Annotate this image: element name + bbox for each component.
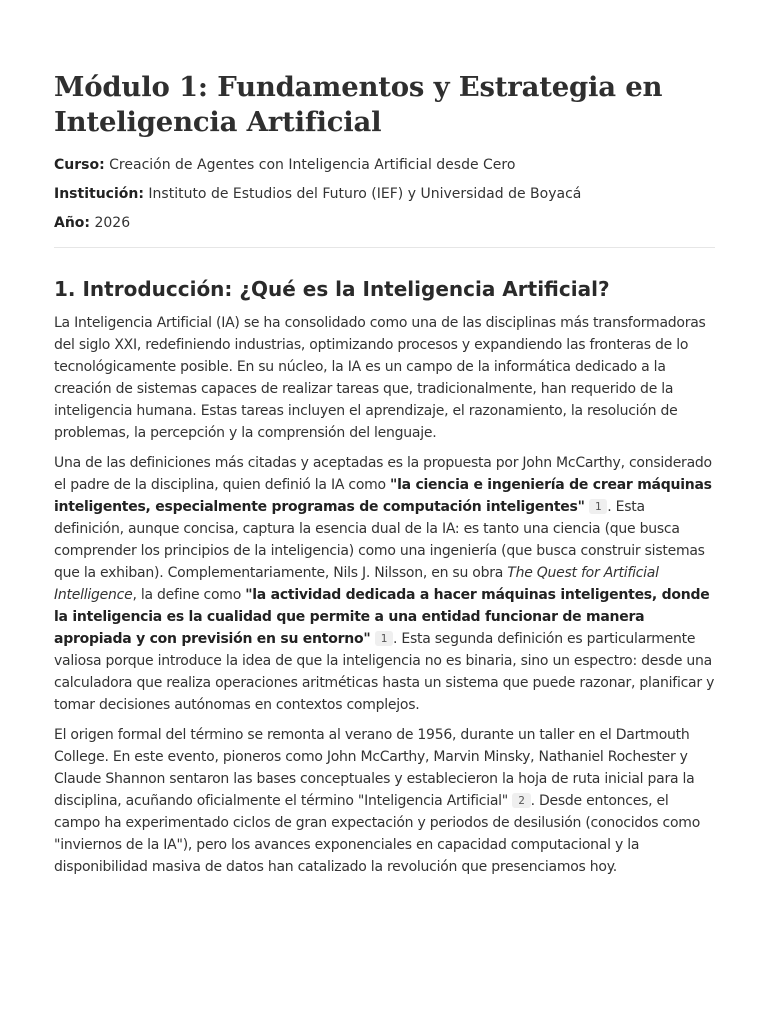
quote-nilsson: "la actividad dedicada a hacer máquinas inteligentes, donde la inteligencia es la cualidad que permite a una entidad funcionar de manera apropiada y con previsión en su entorno"	[54, 587, 710, 647]
meta-year-label: Año:	[54, 215, 91, 231]
paragraph-2	[54, 452, 716, 716]
paragraph-3	[54, 724, 716, 878]
meta-year	[54, 214, 714, 233]
meta-course-value: Creación de Agentes con Inteligencia Artificial desde Cero	[104, 157, 516, 173]
citation-badge[interactable]: 2	[512, 793, 530, 808]
paragraph-1: La Inteligencia Artificial (IA) se ha consolidado como una de las disciplinas más transformadoras del siglo XXI, redefiniendo industrias, optimizando procesos y expandiendo las fronteras de lo tecnológicamente posible. En su núcleo, la IA es un campo de la informática dedicado a la creación de sistemas capaces de realizar tareas que, tradicionalmente, han requerido de la inteligencia humana. Estas tareas incluyen el aprendizaje, el razonamiento, la resolución de problemas, la percepción y la comprensión del lenguaje.	[54, 315, 706, 441]
paragraph-3-text-1: El origen formal del término se remonta al verano de 1956, durante un taller en el Dartmouth College. En este evento, pioneros como John McCarthy, Marvin Minsky, Nathaniel Rochester y Claude Shannon sentaron las bases conceptuales y establecieron la hoja de ruta inicial para la disciplina, acuñando oficialmente el término "Inteligencia Artificial"	[54, 727, 695, 809]
paragraph-2-text-2: . Esta definición, aunque concisa, captura la esencia dual de la IA: es tanto una ciencia (que busca comprender los principios de la inteligencia) como una ingeniería (que busca construir sistemas que la exhiban). Complementariamente, Nils J. Nilsson, en su obra	[54, 499, 705, 581]
meta-course-label: Curso:	[54, 157, 105, 173]
quote-mccarthy: "la ciencia e ingeniería de crear máquinas inteligentes, especialmente programas de computación inteligentes"	[54, 477, 712, 515]
meta-year-value: 2026	[90, 215, 131, 231]
citation-badge[interactable]: 1	[375, 631, 393, 646]
divider	[54, 247, 715, 248]
book-title: The Quest for Artificial Intelligence	[54, 565, 659, 603]
meta-course	[54, 156, 714, 175]
paragraph-2-text-4: . Esta segunda definición es particularmente valiosa porque introduce la idea de que la inteligencia no es binaria, sino un espectro: desde una calculadora que realiza operaciones aritméticas hasta un sistema que puede razonar, planificar y tomar decisiones autónomas en contextos complejos.	[54, 631, 715, 713]
paragraph-2-text-1: Una de las definiciones más citadas y aceptadas es la propuesta por John McCarthy, considerado el padre de la disciplina, quien definió la IA como	[54, 455, 712, 493]
meta-institution-label: Institución:	[54, 186, 144, 202]
meta-institution	[54, 185, 714, 204]
section-heading: 1. Introducción: ¿Qué es la Inteligencia Artificial?	[54, 277, 610, 301]
paragraph-2-text-3: , la define como	[132, 587, 246, 603]
citation-badge[interactable]: 1	[589, 499, 607, 514]
paragraph-3-text-2: . Desde entonces, el campo ha experimentado ciclos de gran expectación y periodos de desilusión (conocidos como "inviernos de la IA"), pero los avances exponenciales en capacidad computacional y la disponibilidad masiva de datos han catalizado la revolución que presenciamos hoy.	[54, 793, 701, 875]
meta-institution-value: Instituto de Estudios del Futuro (IEF) y Universidad de Boyacá	[143, 186, 582, 202]
page-title: Módulo 1: Fundamentos y Estrategia en Inteligencia Artificial	[54, 71, 663, 138]
